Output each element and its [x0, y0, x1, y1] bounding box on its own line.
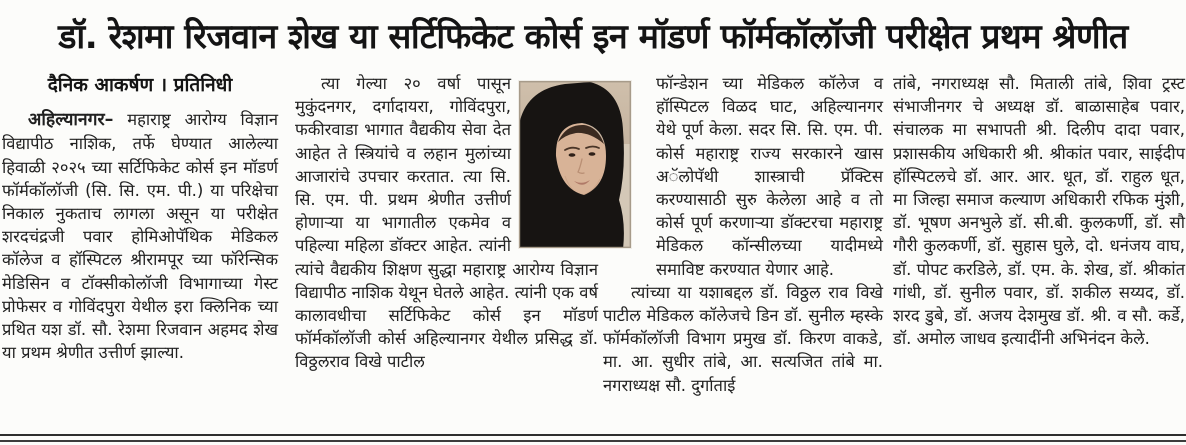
article-column-4 — [893, 72, 1185, 350]
column-2-text: त्या गेल्या २० वर्षा पासून मुकुंदनगर, दर्गादायरा, गोविंदपुरा, फकीरवाडा भागात वैद्यकीय सेवा देत आहेत ते स्त्रियांचे व लहान मुलांच्या आजारांचे उपचार करतात. त्या सि. सि. एम. पी. प्रथम श्रेणीत उत्तीर्ण होणाऱ्या या भागातील एकमेव व पहिल्या महिला डॉक्टर आहेत. त्यांनी त्यांचे वैद्यकीय शिक्षण सुद्धा महाराष्ट्र आरोग्य विज्ञान विद्यापीठ नाशिक येथून घेतले आहेत. त्यांनी एक वर्ष कालावधीचा सर्टिफिकेट कोर्स इन मॉडर्ण फॉर्मकॉलॉजी कोर्स अहिल्यानगर येथील प्रसिद्ध डॉ. विठ्ठलराव विखे पाटील — [295, 74, 598, 372]
column-1-paragraph — [2, 108, 278, 364]
column-4-text: तांबे, नगराध्यक्ष सौ. मिताली तांबे, शिवा ट्रस्ट संभाजीनगर चे अध्यक्ष डॉ. बाळासाहेब पवार, संचालक मा सभापती श्री. दिलीप दादा पवार, प्रशासकीय अधिकारी श्री. श्रीकांत पवार, साईदीप हॉस्पिटलचे डॉ. आर. आर. धूत, डॉ. राहुल धूत, मा जिल्हा समाज कल्याण अधिकारी रफिक मुंशी, डॉ. भूषण अनभुले डॉ. सी.बी. कुलकर्णी, डॉ. सौ गौरी कुलकर्णी, डॉ. सुहास घुले, दो. धनंजय वाघ, डॉ. पोपट करडिले, डॉ. एम. के. शेख, डॉ. श्रीकांत गांधी, डॉ. सुनील पवार, डॉ. शकील सय्यद, डॉ. शरद डुबे, डॉ. अजय देशमुख डॉ. श्री. व सौ. कर्डे, डॉ. अमोल जाधव इत्यादींनी अभिनंदन केले. — [893, 74, 1185, 349]
dateline-lead: अहिल्यानगर– — [28, 110, 114, 131]
eye-right — [589, 152, 596, 156]
column-3-paragraph-2 — [603, 281, 883, 397]
article-headline: डॉ. रेशमा रिजवान शेख या सर्टिफिकेट कोर्स इन मॉडर्ण फॉर्मकॉलॉजी परीक्षेत प्रथम श्रेणीत — [58, 17, 1128, 57]
eye-left — [569, 153, 576, 157]
column-3-text-1: फॉन्डेशन च्या मेडिकल कॉलेज व हॉस्पिटल विळद घाट, अहिल्यानगर येथे पूर्ण केला. सदर सि. सि. एम. पी. कोर्स महाराष्ट्र राज्य सरकारने खास अॅलोपॅथी शास्त्राची प्रॅक्टिस करण्यासाठी सुरु केलेला आहे व तो कोर्स पूर्ण करणाऱ्या डॉक्टरचा महाराष्ट्र मेडिकल कॉन्सीलच्या यादीमध्ये समाविष्ट करण्यात येणार आहे. — [656, 74, 883, 279]
article-column-1 — [2, 72, 278, 364]
column-4-paragraph — [893, 72, 1185, 350]
column-1-text: महाराष्ट्र आरोग्य विज्ञान विद्यापीठ नाशिक, तर्फे घेण्यात आलेल्या हिवाळी २०२५ च्या सर्टिफिकेट कोर्स इन मॉडर्ण फॉर्मकॉलॉजी (सि. सि. एम. पी.) या परिक्षेचा निकाल नुकताच लागला असून या परीक्षेत शरदचंद्रजी पवार होमिओपॅथिक मेडिकल कॉलेज व हॉस्पिटल श्रीरामपूर च्या फॉरेन्सिक मेडिसिन व टॉक्सीकोलॉजी विभागाच्या गेस्ट प्रोफेसर व गोविंदपुरा येथील इरा क्लिनिक च्या प्रथित यश डॉ. सौ. रेशमा रिजवान अहमद शेख या प्रथम श्रेणीत उत्तीर्ण झाल्या. — [2, 110, 278, 363]
bottom-rule — [0, 434, 1186, 442]
article-column-3 — [603, 72, 883, 397]
portrait-photo-woman-hijab — [520, 82, 630, 247]
column-3-paragraph-1 — [603, 72, 883, 281]
byline: दैनिक आकर्षण । प्रतिनिधी — [47, 74, 233, 96]
column-3-text-2: त्यांच्या या यशाबद्दल डॉ. विठ्ठल राव विखे पाटील मेडिकल कॉलेजचे डिन डॉ. सुनील म्हस्के फॉर्मकॉलॉजी विभाग प्रमुख डॉ. किरण वाकडे, मा. आ. सुधीर तांबे, आ. सत्यजित तांबे मा. नगराध्यक्ष सौ. दुर्गाताई — [603, 282, 883, 395]
